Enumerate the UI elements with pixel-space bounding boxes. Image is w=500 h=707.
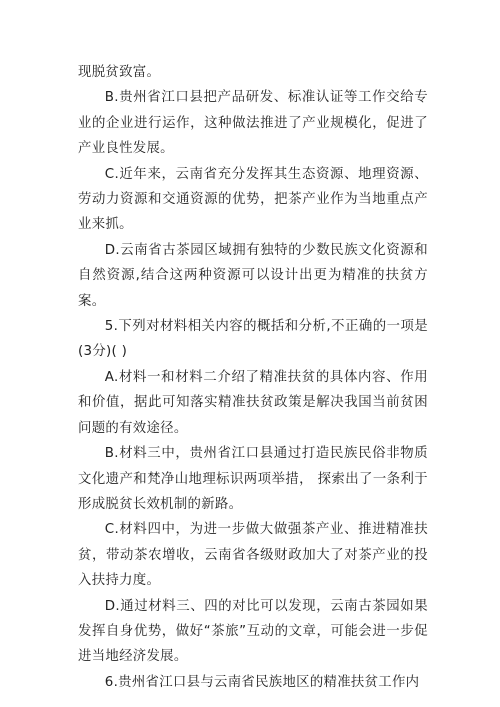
paragraph-option-d: D.云南省古茶园区域拥有独特的少数民族文化资源和自然资源,结合这两种资源可以设计出更为精准的扶贫方案。: [78, 242, 428, 309]
paragraph-option-b: B.贵州省江口县把产品研发、标准认证等工作交给专业的企业进行运作，这种做法推进了产业规模化，促进了产业良性发展。: [78, 90, 428, 157]
paragraph-continuation: 现脱贫致富。: [78, 65, 161, 80]
question-5-option-b: B.材料三中，贵州省江口县通过打造民族民俗非物质文化遗产和梵净山地理标识两项举措， 探索出了一条利于形成脱贫长效机制的新路。: [78, 446, 428, 512]
question-5-option-a: A.材料一和材料二介绍了精准扶贫的具体内容、作用和价值，据此可知落实精准扶贫政策是解决我国当前贫困问题的有效途径。: [78, 369, 428, 436]
question-5-option-c: C.材料四中，为进一步做大做强茶产业、推进精准扶贫，带动茶农增收，云南省各级财政加大了对茶产业的投入扶持力度。: [78, 522, 428, 589]
paragraph-option-c: C.近年来，云南省充分发挥其生态资源、地理资源、劳动力资源和交通资源的优势，把茶产业作为当地重点产业来抓。: [78, 166, 428, 233]
question-5-stem: 5.下列对材料相关内容的概括和分析,不正确的一项是(3分)( ): [78, 319, 428, 360]
document-page: [78, 60, 428, 695]
question-5-option-d: D.通过材料三、四的对比可以发现，云南古茶园如果发挥自身优势，做好“茶旅”互动的文章，可能会进一步促进当地经济发展。: [78, 598, 428, 665]
question-6-stem: 6.贵州省江口县与云南省民族地区的精准扶贫工作内: [104, 674, 420, 690]
